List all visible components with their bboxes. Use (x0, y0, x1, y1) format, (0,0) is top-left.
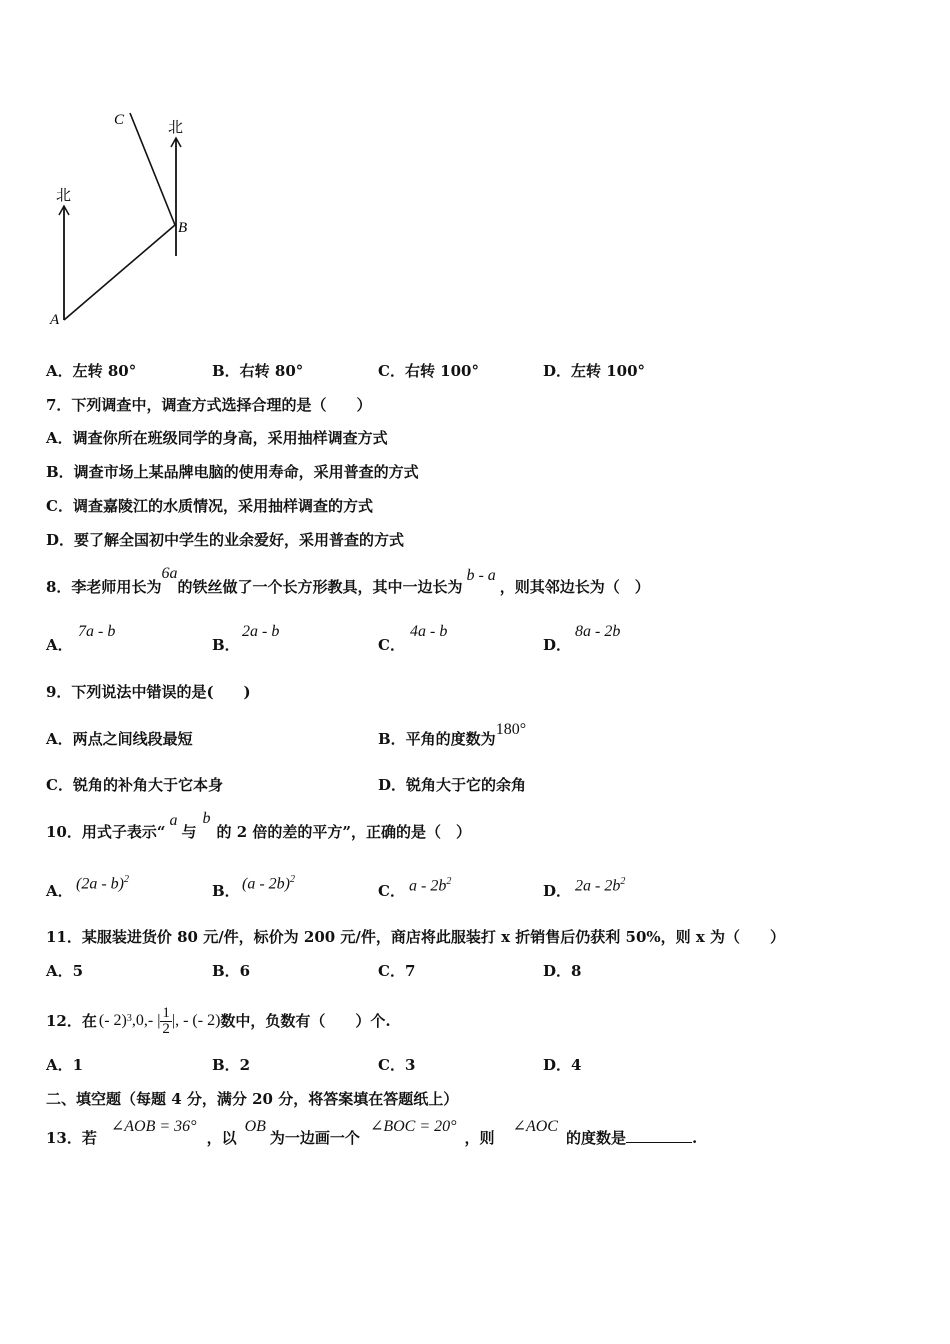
q11-option-b: B．6 (212, 962, 251, 980)
q10-option-d: D． (543, 882, 572, 900)
answer-blank[interactable] (626, 1128, 692, 1143)
q10-option-a: A． (46, 882, 73, 900)
q8-option-b-math: 2a - b (242, 623, 280, 640)
q12-math: (- 2) 3 ,0,- | $\frac{1}{2}$ |, - (- 2) (98, 1004, 221, 1037)
q8-option-c-math: 4a - b (410, 623, 448, 640)
q8-option-d-math: 8a - 2b (575, 623, 621, 640)
q6-option-c: C．右转 100° (378, 362, 479, 380)
q9-option-d: D．锐角大于它的余角 (378, 776, 527, 794)
q9-option-b: B．平角的度数为180° (378, 721, 527, 748)
q8-option-b: B． (212, 636, 240, 654)
q7-option-c: C．调查嘉陵江的水质情况，采用抽样调查的方式 (46, 497, 373, 515)
q9-stem: 9．下列说法中错误的是( ) (46, 683, 251, 701)
q12-stem: 12．在 (- 2) 3 ,0,- | $\frac{1}{2}$ |, - (- 2) 数中，负数有（ ）个. (46, 1004, 391, 1037)
q9-option-a: A．两点之间线段最短 (46, 730, 193, 748)
label-a: A (50, 312, 60, 328)
q10-option-a-math: (2a - b)$^2$ (76, 874, 129, 893)
label-north-2: 北 (168, 118, 184, 136)
q8-option-c: C． (378, 636, 405, 654)
q11-option-d: D．8 (543, 962, 582, 980)
q13-math-aob: ∠AOB = 36° (110, 1118, 197, 1135)
q8-stem (46, 565, 650, 597)
q6-option-a: A．左转 80° (46, 362, 137, 380)
q12-option-d: D．4 (543, 1056, 582, 1074)
q7-option-b: B．调查市场上某品牌电脑的使用寿命，采用普查的方式 (46, 463, 419, 481)
label-c: C (114, 112, 125, 128)
q13-stem: 13．若∠AOB = 36°，以OB为一边画一个∠BOC = 20°，则∠AOC的度数是 . (46, 1118, 698, 1147)
section-heading-fill-in: 二、填空题（每题 4 分，满分 20 分，将答案填在答题纸上） (46, 1090, 459, 1108)
q8-stem-c: ，则其邻边长为（ ） (499, 578, 650, 596)
q7-stem: 7．下列调查中，调查方式选择合理的是（ ） (46, 396, 372, 414)
q8-math-6a: 6a (161, 565, 178, 582)
q10-option-b-math: (a - 2b)$^2$ (242, 874, 295, 893)
q9-option-c: C．锐角的补角大于它本身 (46, 776, 223, 794)
q10-option-b: B． (212, 882, 240, 900)
q8-option-a-math: 7a - b (78, 623, 116, 640)
q12-option-a: A．1 (46, 1056, 84, 1074)
q8-math-b-minus-a: b - a (466, 567, 496, 584)
direction-figure (40, 100, 210, 330)
q10-stem: 10．用式子表示“a与b的 2 倍的差的平方”，正确的是（ ） (46, 810, 472, 841)
q13-math-boc: ∠BOC = 20° (369, 1118, 457, 1135)
q11-option-c: C．7 (378, 962, 416, 980)
q12-fraction: $\frac{1}{2}$ (162, 1004, 170, 1037)
q10-option-c-math: a - $2b^2$ (409, 876, 452, 895)
q7-option-d: D．要了解全国初中学生的业余爱好，采用普查的方式 (46, 531, 405, 549)
q8-stem-a: 8．李老师用长为 (46, 578, 162, 596)
q8-option-d: D． (543, 636, 572, 654)
q11-stem: 11．某服装进货价 80 元/件，标价为 200 元/件，商店将此服装打 x 折销售后仍获利 50%，则 x 为（ ） (46, 928, 786, 946)
q11-option-a: A．5 (46, 962, 84, 980)
q6-option-b: B．右转 80° (212, 362, 304, 380)
label-b: B (178, 220, 188, 236)
q10-math-a: a (169, 812, 178, 829)
q6-option-d: D．左转 100° (543, 362, 646, 380)
q13-math-ob: OB (244, 1118, 266, 1135)
q8-option-a: A． (46, 636, 73, 654)
q7-option-a: A．调查你所在班级同学的身高，采用抽样调查方式 (46, 429, 388, 447)
q13-math-aoc: ∠AOC (512, 1118, 558, 1135)
label-north-1: 北 (56, 186, 72, 204)
q8-stem-b: 的铁丝做了一个长方形教具，其中一边长为 (177, 578, 463, 596)
q12-option-b: B．2 (212, 1056, 251, 1074)
q10-option-c: C． (378, 882, 405, 900)
q12-option-c: C．3 (378, 1056, 416, 1074)
segment-ab (64, 225, 175, 320)
q10-math-b: b (202, 810, 211, 827)
q9-math-180: 180° (495, 721, 527, 738)
q10-option-d-math: $2a - 2b^2$ (575, 876, 626, 895)
